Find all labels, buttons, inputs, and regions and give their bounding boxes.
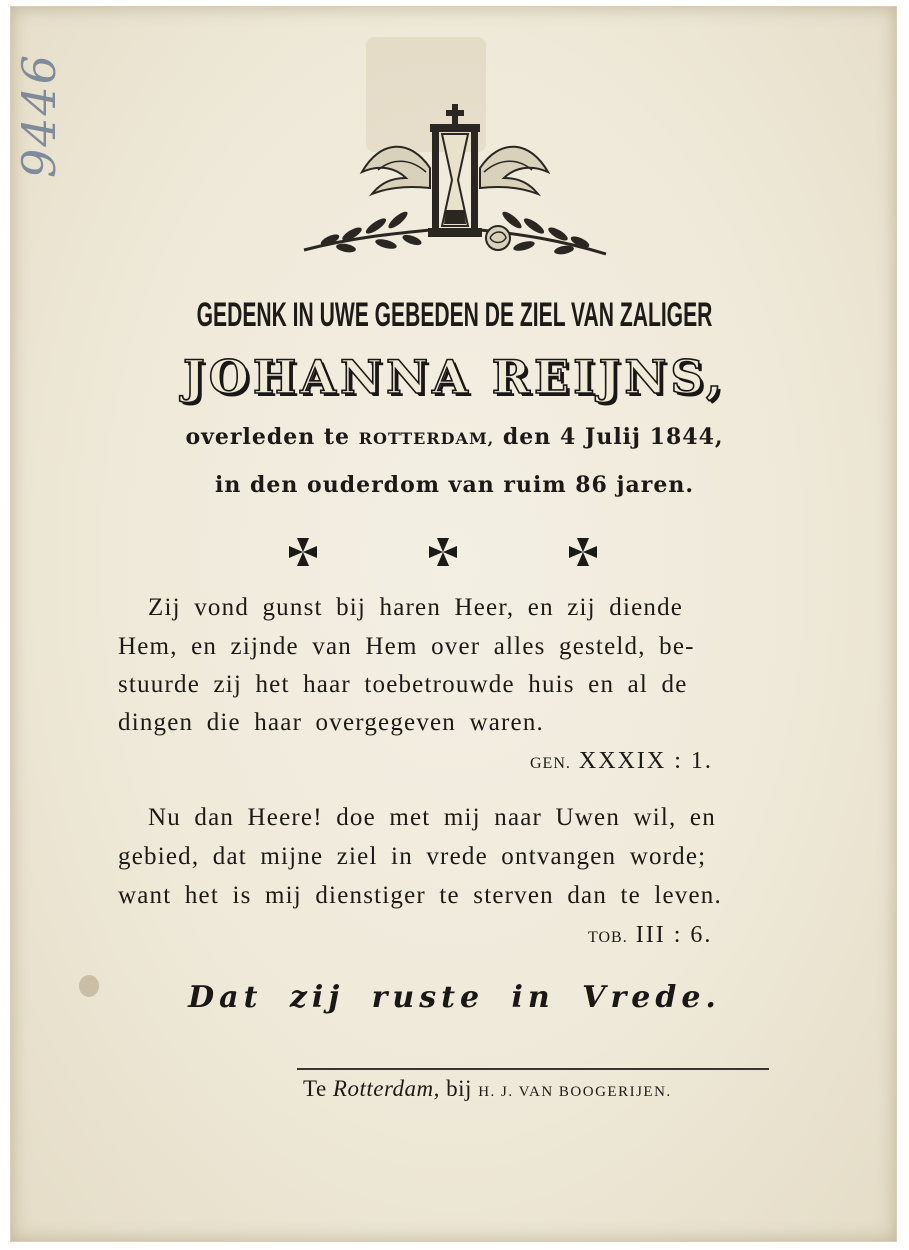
death-city: ROTTERDAM, [358, 429, 495, 448]
verse1-ref-book: GEN. [530, 755, 571, 772]
verse2-line: gebied, dat mijne ziel in vrede ontvangen worde; [118, 843, 707, 870]
death-date: den 4 Julij 1844, [502, 424, 724, 450]
cross-pattee-icon [427, 536, 459, 568]
verse1-reference [530, 748, 713, 775]
verse2-ref-book: TOB. [588, 929, 628, 946]
printer-prefix: Te [303, 1076, 327, 1101]
closing-blessing: Dat zij ruste in Vrede. [188, 980, 721, 1015]
cross-pattee-icon [567, 536, 599, 568]
verse1-line: dingen die haar overgegeven waren. [118, 709, 544, 736]
age-line: in den ouderdom van ruim 86 jaren. [215, 472, 694, 498]
verse1-line: Zij vond gunst bij haren Heer, en zij diende [148, 594, 684, 621]
verse2-ref-chapter: III : 6. [635, 922, 713, 948]
divider-rule [297, 1068, 769, 1070]
deceased-name: JOHANNA REIJNS, [183, 350, 726, 404]
winged-hourglass-ornament [300, 98, 610, 263]
handwritten-inventory-number: 9446 [12, 52, 66, 178]
verse2-reference [588, 922, 712, 949]
death-line [0, 424, 909, 450]
verse2-line: want het is mij dienstiger te sterven dan te leven. [118, 882, 722, 909]
verse1-line: Hem, en zijnde van Hem over alles gesteld, be- [118, 633, 695, 660]
header-prayer-line: GEDENK IN UWE GEBEDEN DE ZIEL VAN ZALIGER [196, 296, 713, 334]
verse2-line: Nu dan Heere! doe met mij naar Uwen wil, en [148, 804, 716, 831]
printer-by: bij [446, 1076, 472, 1101]
printer-city: Rotterdam, [332, 1076, 440, 1101]
cross-pattee-icon [287, 536, 319, 568]
ornament-crosses [0, 536, 909, 570]
printer-imprint [303, 1076, 672, 1102]
death-prefix: overleden te [185, 424, 351, 450]
verse1-line: stuurde zij het haar toebetrouwde huis en al de [118, 671, 688, 698]
verse1-ref-chapter: XXXIX : 1. [578, 748, 713, 774]
printer-name: H. J. VAN BOOGERIJEN. [478, 1084, 672, 1100]
